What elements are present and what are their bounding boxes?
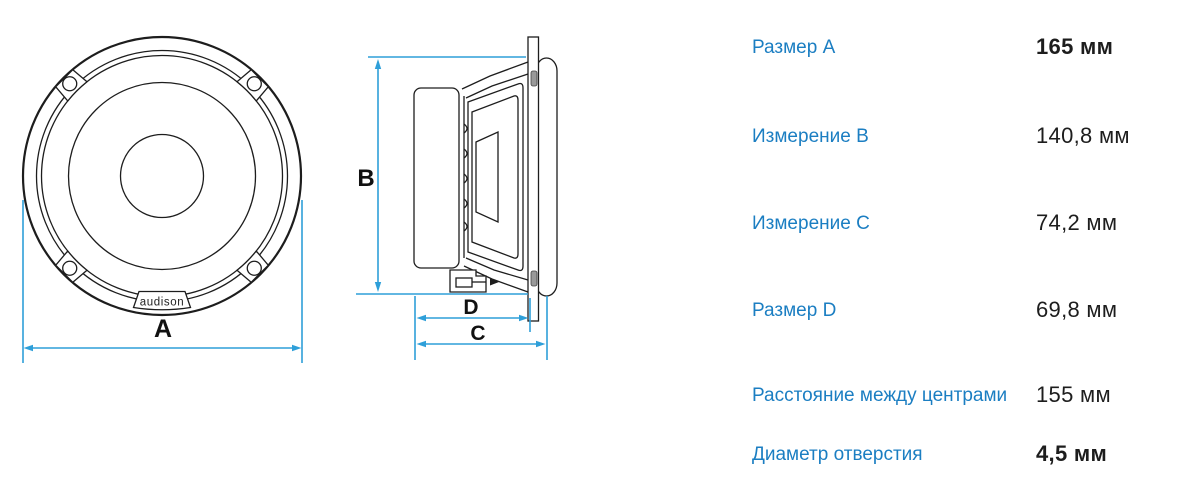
front-gasket-inner-circle xyxy=(42,56,283,297)
spec-row-hole-diameter xyxy=(752,443,1182,473)
basket-arm-top-inner xyxy=(466,74,528,98)
spec-value: 69,8 мм xyxy=(1036,297,1118,322)
spec-label: Размер A xyxy=(752,37,836,58)
spec-label: Размер D xyxy=(752,300,837,321)
brand-logo: audison xyxy=(139,296,185,309)
spec-label: Расстояние между центрами xyxy=(752,385,1008,406)
spec-value: 74,2 мм xyxy=(1036,210,1118,235)
spec-value: 4,5 мм xyxy=(1036,441,1108,466)
spec-row-size-a xyxy=(752,36,1182,66)
spec-row-size-d xyxy=(752,299,1182,329)
dimension-b-label: B xyxy=(357,165,375,192)
arrow-right-icon xyxy=(519,315,529,321)
screw-tab-top-right xyxy=(237,69,269,101)
arrow-left-icon xyxy=(24,345,34,351)
arrow-left-icon xyxy=(417,315,427,321)
front-surround-circle xyxy=(69,83,256,270)
spec-label: Измерение C xyxy=(752,213,870,234)
arrow-up-icon xyxy=(375,59,381,69)
screw-slot-icon xyxy=(531,271,537,286)
cone-throat xyxy=(476,132,498,222)
arrow-right-icon xyxy=(292,345,302,351)
dimension-a-label: A xyxy=(153,315,173,343)
side-view-drawing xyxy=(356,37,557,360)
dimension-c-label: C xyxy=(470,322,486,345)
spec-label: Измерение B xyxy=(752,126,869,147)
screw-tab-bottom-right xyxy=(237,251,269,283)
front-view-drawing xyxy=(23,37,302,363)
front-dustcap-circle xyxy=(121,135,204,218)
dimension-d-label: D xyxy=(463,296,479,319)
arrow-down-icon xyxy=(375,282,381,292)
screw-slot-icon xyxy=(531,71,537,86)
spec-value: 155 мм xyxy=(1036,382,1111,407)
side-magnet xyxy=(414,88,459,268)
side-frame-ring xyxy=(536,58,557,296)
arrow-right-icon xyxy=(536,341,546,347)
spec-value: 165 мм xyxy=(1036,34,1114,59)
spec-row-center-distance xyxy=(752,384,1182,414)
spec-label: Диаметр отверстия xyxy=(752,444,923,465)
dimension-a xyxy=(23,200,302,363)
spec-value: 140,8 мм xyxy=(1036,123,1130,148)
spec-row-measure-c xyxy=(752,212,1182,242)
arrow-left-icon xyxy=(417,341,427,347)
screw-tab-top-left xyxy=(55,69,87,101)
spec-row-measure-b xyxy=(752,125,1182,155)
screw-tab-bottom-left xyxy=(55,251,87,283)
cone-inner xyxy=(472,96,518,258)
